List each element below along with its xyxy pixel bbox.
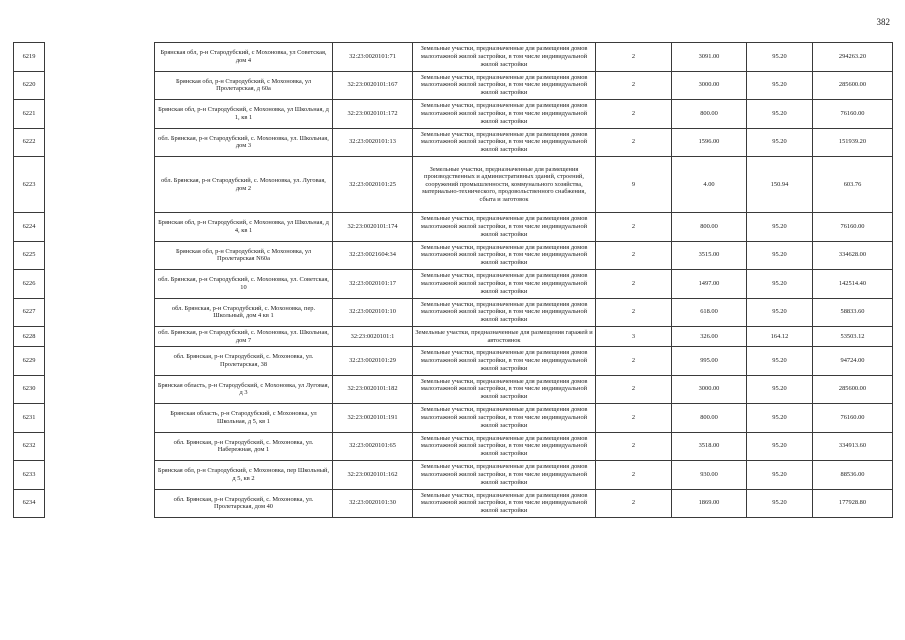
land-use-cell: Земельные участки, предназначенные для размещения домов малоэтажной жилой застройки, в том числе индивидуальной жилой застройки <box>413 71 596 100</box>
row-number-cell: 6225 <box>14 241 45 270</box>
cadastral-value-cell: 151939.20 <box>813 128 893 157</box>
area-cell: 3000.00 <box>672 375 747 404</box>
specific-value-cell: 95.20 <box>747 270 813 299</box>
cadastral-number-cell: 32:23:0020101:182 <box>333 375 413 404</box>
table-row <box>14 43 893 72</box>
cadastral-number-cell: 32:23:0020101:71 <box>333 43 413 72</box>
area-cell: 800.00 <box>672 213 747 242</box>
spacer-cell <box>45 327 155 347</box>
use-group-cell: 2 <box>596 100 672 129</box>
area-cell: 1497.00 <box>672 270 747 299</box>
row-number-cell: 6227 <box>14 298 45 327</box>
specific-value-cell: 95.20 <box>747 489 813 518</box>
specific-value-cell: 95.20 <box>747 432 813 461</box>
use-group-cell: 9 <box>596 157 672 213</box>
specific-value-cell: 95.20 <box>747 43 813 72</box>
area-cell: 326.00 <box>672 327 747 347</box>
cadastral-number-cell: 32:23:0020101:17 <box>333 270 413 299</box>
use-group-cell: 2 <box>596 461 672 490</box>
land-use-cell: Земельные участки, предназначенные для размещения домов малоэтажной жилой застройки, в том числе индивидуальной жилой застройки <box>413 489 596 518</box>
cadastral-number-cell: 32:23:0020101:174 <box>333 213 413 242</box>
area-cell: 800.00 <box>672 100 747 129</box>
spacer-cell <box>45 128 155 157</box>
address-cell: обл. Брянская, р-н Стародубский, с. Мохоновка, ул. Луговая, дом 2 <box>155 157 333 213</box>
cadastral-number-cell: 32:23:0020101:30 <box>333 489 413 518</box>
area-cell: 618.00 <box>672 298 747 327</box>
address-cell: Брянская обл, р-н Стародубский, с Мохоновка, ул Советская, дом 4 <box>155 43 333 72</box>
cadastral-value-cell: 76160.00 <box>813 100 893 129</box>
row-number-cell: 6219 <box>14 43 45 72</box>
row-number-cell: 6229 <box>14 347 45 376</box>
table-row <box>14 432 893 461</box>
area-cell: 4.00 <box>672 157 747 213</box>
land-use-cell: Земельные участки, предназначенные для размещения домов малоэтажной жилой застройки, в том числе индивидуальной жилой застройки <box>413 432 596 461</box>
land-use-cell: Земельные участки, предназначенные для размещения домов малоэтажной жилой застройки, в том числе индивидуальной жилой застройки <box>413 298 596 327</box>
land-use-cell: Земельные участки, предназначенные для размещения домов малоэтажной жилой застройки, в том числе индивидуальной жилой застройки <box>413 128 596 157</box>
land-use-cell: Земельные участки, предназначенные для размещения домов малоэтажной жилой застройки, в том числе индивидуальной жилой застройки <box>413 347 596 376</box>
table-row <box>14 213 893 242</box>
address-cell: обл. Брянская, р-н Стародубский, с. Мохоновка, ул. Пролетарская, 38 <box>155 347 333 376</box>
cadastral-value-cell: 285600.00 <box>813 375 893 404</box>
table-row <box>14 298 893 327</box>
specific-value-cell: 95.20 <box>747 298 813 327</box>
spacer-cell <box>45 404 155 433</box>
address-cell: обл. Брянская, р-н Стародубский, с. Мохоновка, ул. Набережная, дом 1 <box>155 432 333 461</box>
address-cell: Брянская область, р-н Стародубский, с Мохоновка, ул Луговая, д 3 <box>155 375 333 404</box>
cadastral-number-cell: 32:23:0020101:162 <box>333 461 413 490</box>
use-group-cell: 2 <box>596 432 672 461</box>
cadastral-value-cell: 285600.00 <box>813 71 893 100</box>
cadastral-number-cell: 32:23:0020101:10 <box>333 298 413 327</box>
cadastral-value-cell: 53503.12 <box>813 327 893 347</box>
use-group-cell: 2 <box>596 404 672 433</box>
row-number-cell: 6221 <box>14 100 45 129</box>
specific-value-cell: 95.20 <box>747 213 813 242</box>
cadastral-value-cell: 603.76 <box>813 157 893 213</box>
row-number-cell: 6223 <box>14 157 45 213</box>
use-group-cell: 2 <box>596 298 672 327</box>
spacer-cell <box>45 43 155 72</box>
area-cell: 800.00 <box>672 404 747 433</box>
area-cell: 3515.00 <box>672 241 747 270</box>
spacer-cell <box>45 298 155 327</box>
cadastral-value-cell: 76160.00 <box>813 213 893 242</box>
spacer-cell <box>45 241 155 270</box>
specific-value-cell: 150.94 <box>747 157 813 213</box>
specific-value-cell: 95.20 <box>747 347 813 376</box>
use-group-cell: 2 <box>596 43 672 72</box>
row-number-cell: 6230 <box>14 375 45 404</box>
address-cell: Брянская область, р-н Стародубский, с Мохоновка, ул Школьная, д 5, кв 1 <box>155 404 333 433</box>
row-number-cell: 6222 <box>14 128 45 157</box>
address-cell: Брянская обл, р-н Стародубский, с Мохоновка, ул Пролетарская N60a <box>155 241 333 270</box>
address-cell: Брянская обл, р-н Стародубский, с Мохоновка, ул Пролетарская, д 60а <box>155 71 333 100</box>
cadastral-value-cell: 334913.60 <box>813 432 893 461</box>
spacer-cell <box>45 375 155 404</box>
cadastral-value-cell: 88536.00 <box>813 461 893 490</box>
table-row <box>14 270 893 299</box>
table-row <box>14 71 893 100</box>
land-registry-table <box>13 42 893 518</box>
land-use-cell: Земельные участки, предназначенные для размещения производственных и административных зданий, строений, сооружений промышленности, коммунального хозяйства, материально-технического, продовольственного снабжения, сбыта и заготовок <box>413 157 596 213</box>
address-cell: обл. Брянская, р-н Стародубский, с. Мохоновка, пер. Школьный, дом 4 кв 1 <box>155 298 333 327</box>
cadastral-number-cell: 32:23:0020101:172 <box>333 100 413 129</box>
specific-value-cell: 95.20 <box>747 71 813 100</box>
cadastral-value-cell: 177928.80 <box>813 489 893 518</box>
use-group-cell: 2 <box>596 128 672 157</box>
specific-value-cell: 95.20 <box>747 128 813 157</box>
cadastral-value-cell: 334628.00 <box>813 241 893 270</box>
use-group-cell: 2 <box>596 347 672 376</box>
land-use-cell: Земельные участки, предназначенные для размещения домов малоэтажной жилой застройки, в том числе индивидуальной жилой застройки <box>413 241 596 270</box>
cadastral-value-cell: 94724.00 <box>813 347 893 376</box>
land-use-cell: Земельные участки, предназначенные для размещения домов малоэтажной жилой застройки, в том числе индивидуальной жилой застройки <box>413 404 596 433</box>
spacer-cell <box>45 270 155 299</box>
use-group-cell: 2 <box>596 213 672 242</box>
cadastral-number-cell: 32:23:0020101:1 <box>333 327 413 347</box>
spacer-cell <box>45 157 155 213</box>
page-number: 382 <box>876 17 890 27</box>
specific-value-cell: 95.20 <box>747 404 813 433</box>
table-row <box>14 327 893 347</box>
cadastral-number-cell: 32:23:0020101:65 <box>333 432 413 461</box>
cadastral-value-cell: 142514.40 <box>813 270 893 299</box>
use-group-cell: 3 <box>596 327 672 347</box>
spacer-cell <box>45 489 155 518</box>
table-row <box>14 489 893 518</box>
address-cell: Брянская обл, р-н Стародубский, с Мохоновка, пер Школьный, д 5, кв 2 <box>155 461 333 490</box>
row-number-cell: 6224 <box>14 213 45 242</box>
spacer-cell <box>45 71 155 100</box>
table-row <box>14 100 893 129</box>
cadastral-value-cell: 76160.00 <box>813 404 893 433</box>
table-row <box>14 375 893 404</box>
specific-value-cell: 95.20 <box>747 461 813 490</box>
land-use-cell: Земельные участки, предназначенные для размещения домов малоэтажной жилой застройки, в том числе индивидуальной жилой застройки <box>413 270 596 299</box>
land-use-cell: Земельные участки, предназначенные для размещения домов малоэтажной жилой застройки, в том числе индивидуальной жилой застройки <box>413 213 596 242</box>
cadastral-number-cell: 32:23:0020101:191 <box>333 404 413 433</box>
spacer-cell <box>45 347 155 376</box>
address-cell: Брянская обл, р-н Стародубский, с Мохоновка, ул Школьная, д 4, кв 1 <box>155 213 333 242</box>
table-body <box>14 43 893 518</box>
row-number-cell: 6231 <box>14 404 45 433</box>
table-row <box>14 461 893 490</box>
table-row <box>14 157 893 213</box>
row-number-cell: 6226 <box>14 270 45 299</box>
land-use-cell: Земельные участки, предназначенные для размещения гаражей и автостоянок <box>413 327 596 347</box>
spacer-cell <box>45 213 155 242</box>
cadastral-number-cell: 32:23:0020101:167 <box>333 71 413 100</box>
address-cell: обл. Брянская, р-н Стародубский, с. Мохоновка, ул. Советская, 10 <box>155 270 333 299</box>
row-number-cell: 6220 <box>14 71 45 100</box>
table-row <box>14 128 893 157</box>
specific-value-cell: 95.20 <box>747 100 813 129</box>
use-group-cell: 2 <box>596 270 672 299</box>
cadastral-number-cell: 32:23:0021604:34 <box>333 241 413 270</box>
cadastral-number-cell: 32:23:0020101:25 <box>333 157 413 213</box>
specific-value-cell: 164.12 <box>747 327 813 347</box>
table-row <box>14 404 893 433</box>
area-cell: 930.00 <box>672 461 747 490</box>
cadastral-number-cell: 32:23:0020101:29 <box>333 347 413 376</box>
table-row <box>14 241 893 270</box>
specific-value-cell: 95.20 <box>747 241 813 270</box>
land-use-cell: Земельные участки, предназначенные для размещения домов малоэтажной жилой застройки, в том числе индивидуальной жилой застройки <box>413 375 596 404</box>
spacer-cell <box>45 461 155 490</box>
use-group-cell: 2 <box>596 489 672 518</box>
use-group-cell: 2 <box>596 241 672 270</box>
table-row <box>14 347 893 376</box>
area-cell: 1596.00 <box>672 128 747 157</box>
area-cell: 3518.00 <box>672 432 747 461</box>
address-cell: обл. Брянская, р-н Стародубский, с. Мохоновка, ул. Пролетарская, дом 40 <box>155 489 333 518</box>
address-cell: Брянская обл, р-н Стародубский, с Мохоновка, ул Школьная, д 1, кв 1 <box>155 100 333 129</box>
area-cell: 3091.00 <box>672 43 747 72</box>
row-number-cell: 6233 <box>14 461 45 490</box>
land-use-cell: Земельные участки, предназначенные для размещения домов малоэтажной жилой застройки, в том числе индивидуальной жилой застройки <box>413 43 596 72</box>
cadastral-number-cell: 32:23:0020101:13 <box>333 128 413 157</box>
row-number-cell: 6228 <box>14 327 45 347</box>
area-cell: 995.00 <box>672 347 747 376</box>
use-group-cell: 2 <box>596 375 672 404</box>
specific-value-cell: 95.20 <box>747 375 813 404</box>
spacer-cell <box>45 100 155 129</box>
area-cell: 3000.00 <box>672 71 747 100</box>
row-number-cell: 6232 <box>14 432 45 461</box>
cadastral-value-cell: 58833.60 <box>813 298 893 327</box>
use-group-cell: 2 <box>596 71 672 100</box>
area-cell: 1869.00 <box>672 489 747 518</box>
row-number-cell: 6234 <box>14 489 45 518</box>
address-cell: обл. Брянская, р-н Стародубский, с. Мохоновка, ул. Школьная, дом 7 <box>155 327 333 347</box>
spacer-cell <box>45 432 155 461</box>
land-use-cell: Земельные участки, предназначенные для размещения домов малоэтажной жилой застройки, в том числе индивидуальной жилой застройки <box>413 461 596 490</box>
cadastral-value-cell: 294263.20 <box>813 43 893 72</box>
address-cell: обл. Брянская, р-н Стародубский, с. Мохоновка, ул. Школьная, дом 3 <box>155 128 333 157</box>
land-use-cell: Земельные участки, предназначенные для размещения домов малоэтажной жилой застройки, в том числе индивидуальной жилой застройки <box>413 100 596 129</box>
